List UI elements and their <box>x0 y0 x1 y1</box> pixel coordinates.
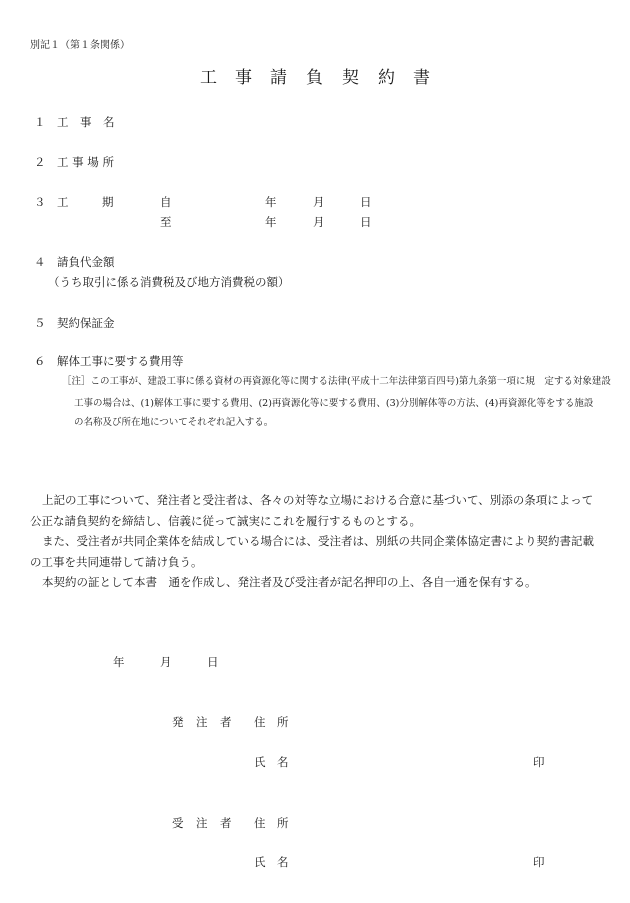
contractor-seal-mark: 印 <box>533 855 545 869</box>
contract-date-month: 月 <box>160 655 172 669</box>
item-label-period: 期 <box>102 195 114 209</box>
note-line: ［注］この工事が、建設工事に係る資材の再資源化等に関する法律(平成十二年法律第百四号)第九条第一項に規 定する対象建設 <box>62 376 611 387</box>
item-label-construction-site: 工 事 場 所 <box>57 155 114 169</box>
contractor-address-label: 住 所 <box>254 816 289 830</box>
item-number: ５ <box>34 316 46 330</box>
period-year: 年 <box>265 195 277 209</box>
orderer-name-label: 氏 名 <box>254 755 289 769</box>
contractor-name-label: 氏 名 <box>254 855 289 869</box>
orderer-role-char: 注 <box>196 715 208 729</box>
item-number: １ <box>34 115 46 129</box>
item-label-deposit: 契約保証金 <box>57 316 115 330</box>
body-paragraph: 本契約の証として本書 通を作成し、発注者及び受注者が記名押印の上、各自一通を保有する。 <box>42 575 537 589</box>
contractor-role-char: 注 <box>196 816 208 830</box>
period-from: 自 <box>160 195 172 209</box>
item-number: ４ <box>34 255 46 269</box>
body-paragraph: また、受注者が共同企業体を結成している場合には、受注者は、別紙の共同企業体協定書により契約書記載の工事を共同連帯して請け負う。 <box>30 534 594 569</box>
period-to: 至 <box>160 215 172 229</box>
period-day: 日 <box>360 195 372 209</box>
contractor-role-char: 者 <box>220 816 232 830</box>
orderer-role-char: 者 <box>220 715 232 729</box>
orderer-seal-mark: 印 <box>533 755 545 769</box>
period-year: 年 <box>265 215 277 229</box>
note-line: の名称及び所在地についてそれぞれ記入する。 <box>74 417 274 428</box>
note-line: 工事の場合は、(1)解体工事に要する費用、(2)再資源化等に要する費用、(3)分別解体等の方法、(4)再資源化等をする施設 <box>74 398 594 409</box>
document-title-char: 書 <box>413 68 430 88</box>
item-sublabel-tax: （うち取引に係る消費税及び地方消費税の額） <box>48 275 290 289</box>
contract-date-year: 年 <box>113 655 125 669</box>
item-number: ３ <box>34 195 46 209</box>
document-title-char: 事 <box>235 68 252 88</box>
document-title-char: 契 <box>342 68 359 88</box>
item-number: ６ <box>34 354 46 368</box>
item-number: ２ <box>34 155 46 169</box>
contractor-role-char: 受 <box>172 816 184 830</box>
item-label-period: 工 <box>57 195 69 209</box>
document-title-char: 工 <box>200 68 217 88</box>
orderer-address-label: 住 所 <box>254 715 289 729</box>
document-title-char: 負 <box>306 68 323 88</box>
contract-date-day: 日 <box>207 655 219 669</box>
item-label-demolition-cost: 解体工事に要する費用等 <box>57 354 184 368</box>
document-title-char: 約 <box>378 68 395 88</box>
period-day: 日 <box>360 215 372 229</box>
item-label-contract-amount: 請負代金額 <box>57 255 115 269</box>
period-month: 月 <box>313 215 325 229</box>
orderer-role-char: 発 <box>172 715 184 729</box>
item-label-construction-name: 工 事 名 <box>57 115 115 129</box>
body-paragraph: 上記の工事について、発注者と受注者は、各々の対等な立場における合意に基づいて、別添の条項によって公正な請負契約を締結し、信義に従って誠実にこれを履行するものとする。 <box>30 493 594 528</box>
annex-label: 別記１（第１条関係） <box>30 40 130 51</box>
document-title-char: 請 <box>270 68 287 88</box>
period-month: 月 <box>313 195 325 209</box>
